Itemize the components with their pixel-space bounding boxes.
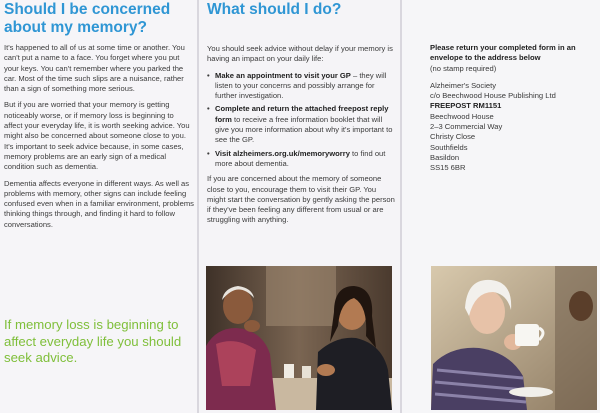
address-line: Alzheimer's Society	[430, 80, 497, 90]
address-line: Beechwood House	[430, 111, 494, 121]
callout-quote: If memory loss is beginning to affect everyday life you should seek advice.	[4, 317, 182, 365]
return-address-block	[430, 43, 598, 174]
intro-paragraph: You should seek advice without delay if your memory is having an impact on your daily life:	[207, 44, 393, 64]
advice-list	[207, 71, 395, 170]
address-line: 2–3 Commercial Way	[430, 122, 503, 132]
paragraph: It's happened to all of us at some time or another. You can't put a name to a face. You forget where you put your keys. You can't remember where you parked the car. Most of the time such slips are a nuisance, rather than a sign of something more serious.	[4, 43, 185, 94]
body-text	[207, 44, 395, 232]
list-item: • Visit alzheimers.org.uk/memoryworry to find out more about dementia.	[207, 149, 395, 170]
paragraph: But if you are worried that your memory is getting noticeably worse, or if memory loss is beginning to affect your everyday life, it is worth seeking advice. You might also be concerned about someone close to you. It's important to seek advice because, in some cases, memory problems are an early sign of a medical condition such as dementia.	[4, 100, 190, 172]
address-line: Christy Close	[430, 132, 476, 142]
paragraph: Dementia affects everyone in different ways. As well as problems with memory, other signs can include feeling confused even when in a familiar environment, problems thinking things through, and finding it hard to follow conversations.	[4, 178, 194, 229]
photo-woman-drinking-tea	[431, 266, 597, 410]
photo-two-women-talking	[206, 266, 392, 410]
heading-what-to-do: What should I do?	[207, 1, 342, 18]
freepost-code: FREEPOST RM1151	[430, 101, 502, 111]
photo-illustration	[431, 266, 597, 410]
photo-illustration	[206, 266, 392, 410]
list-item: • Make an appointment to visit your GP – they will listen to your concerns and possibly arrange for further investigation.	[207, 71, 395, 102]
body-text	[4, 43, 194, 236]
website-link[interactable]: Visit alzheimers.org.uk/memoryworry	[215, 148, 350, 158]
address-line: Basildon	[430, 152, 460, 162]
heading-line: Should I be concerned	[4, 1, 171, 18]
panel-concerned	[0, 0, 197, 413]
return-instruction: Please return your completed form in an envelope to the address below	[430, 43, 576, 63]
stamp-note: (no stamp required)	[430, 63, 497, 73]
heading-line: about my memory?	[4, 19, 147, 36]
outro-paragraph: If you are concerned about the memory of someone close to you, encourage them to visit their GP. You might start the conversation by gently asking the person if they've been feeling any different from usual or are struggling with anything.	[207, 174, 395, 225]
address-line: SS15 6BR	[430, 163, 466, 173]
address-line: c/o Beechwood House Publishing Ltd	[430, 91, 556, 101]
list-item: • Complete and return the attached freepost reply form to receive a free information booklet that will give you more information about why it's important to see the GP.	[207, 104, 395, 145]
address-line: Southfields	[430, 142, 468, 152]
heading-concerned	[4, 1, 194, 37]
